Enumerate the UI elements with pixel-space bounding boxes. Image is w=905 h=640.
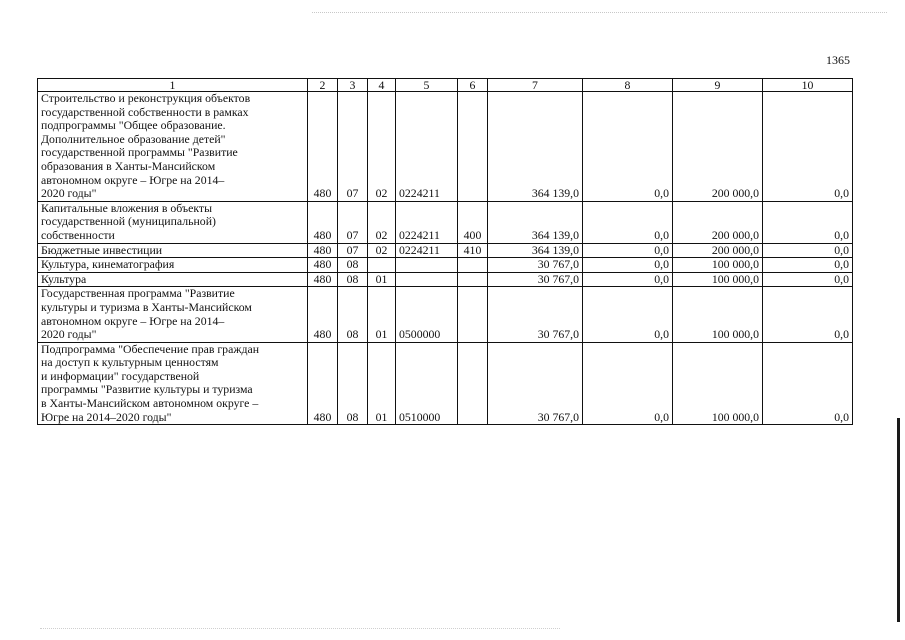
cell-code: 480 — [308, 92, 338, 202]
page-number: 1365 — [826, 53, 850, 67]
cell-amount-8: 0,0 — [583, 92, 673, 202]
cell-amount-7: 364 139,0 — [488, 92, 583, 202]
cell-expense-type — [458, 272, 488, 287]
cell-expense-type — [458, 92, 488, 202]
cell-subsection: 01 — [368, 272, 396, 287]
cell-amount-8: 0,0 — [583, 272, 673, 287]
cell-amount-8: 0,0 — [583, 201, 673, 243]
cell-amount-10: 0,0 — [763, 272, 853, 287]
cell-amount-9: 100 000,0 — [673, 258, 763, 273]
cell-subsection: 02 — [368, 243, 396, 258]
cell-target-article: 0224211 — [396, 243, 458, 258]
cell-section: 07 — [338, 243, 368, 258]
cell-expense-type — [458, 258, 488, 273]
cell-subsection: 01 — [368, 287, 396, 342]
table-row — [38, 287, 853, 342]
cell-amount-7: 30 767,0 — [488, 342, 583, 425]
budget-table — [37, 78, 853, 425]
table-row — [38, 201, 853, 243]
column-header: 2 — [308, 79, 338, 92]
scan-edge-shadow — [897, 418, 900, 622]
cell-section: 07 — [338, 92, 368, 202]
cell-amount-10: 0,0 — [763, 243, 853, 258]
row-name: Государственная программа "Развитие культуры и туризма в Ханты-Мансийском автономном округе – Югре на 2014– 2020 годы" — [38, 287, 308, 342]
cell-amount-10: 0,0 — [763, 258, 853, 273]
cell-target-article: 0224211 — [396, 92, 458, 202]
cell-code: 480 — [308, 272, 338, 287]
cell-amount-7: 30 767,0 — [488, 287, 583, 342]
table-row — [38, 258, 853, 273]
column-header: 4 — [368, 79, 396, 92]
cell-amount-8: 0,0 — [583, 258, 673, 273]
row-name: Строительство и реконструкция объектов государственной собственности в рамках подпрограммы "Общее образование. Дополнительное образование детей" государственной программы "Развитие образования в Ханты-Мансийском автономном округе – Югре на 2014– 2020 годы" — [38, 92, 308, 202]
row-name: Культура — [38, 272, 308, 287]
cell-amount-9: 200 000,0 — [673, 92, 763, 202]
cell-amount-9: 200 000,0 — [673, 201, 763, 243]
row-name: Культура, кинематография — [38, 258, 308, 273]
cell-amount-7: 30 767,0 — [488, 272, 583, 287]
column-header: 5 — [396, 79, 458, 92]
cell-code: 480 — [308, 258, 338, 273]
cell-target-article: 0510000 — [396, 342, 458, 425]
cell-amount-9: 100 000,0 — [673, 272, 763, 287]
cell-expense-type — [458, 342, 488, 425]
cell-amount-9: 100 000,0 — [673, 342, 763, 425]
column-header: 7 — [488, 79, 583, 92]
cell-section: 08 — [338, 342, 368, 425]
cell-section: 07 — [338, 201, 368, 243]
cell-subsection: 01 — [368, 342, 396, 425]
cell-target-article — [396, 258, 458, 273]
table-row — [38, 92, 853, 202]
cell-amount-9: 100 000,0 — [673, 287, 763, 342]
cell-amount-7: 364 139,0 — [488, 243, 583, 258]
cell-amount-10: 0,0 — [763, 201, 853, 243]
cell-expense-type — [458, 287, 488, 342]
cell-code: 480 — [308, 201, 338, 243]
cell-amount-10: 0,0 — [763, 92, 853, 202]
column-header: 8 — [583, 79, 673, 92]
cell-amount-8: 0,0 — [583, 342, 673, 425]
table-row — [38, 243, 853, 258]
scan-artifact-top — [312, 12, 887, 13]
cell-amount-7: 364 139,0 — [488, 201, 583, 243]
cell-target-article — [396, 272, 458, 287]
row-name: Подпрограмма "Обеспечение прав граждан на доступ к культурным ценностям и информации" государственой программы "Развитие культуры и туризма в Ханты-Мансийском автономном округе – Югре на 2014–2020 годы" — [38, 342, 308, 425]
column-header: 1 — [38, 79, 308, 92]
table-row — [38, 342, 853, 425]
cell-subsection — [368, 258, 396, 273]
cell-target-article: 0500000 — [396, 287, 458, 342]
cell-section: 08 — [338, 272, 368, 287]
cell-amount-8: 0,0 — [583, 243, 673, 258]
row-name: Бюджетные инвестиции — [38, 243, 308, 258]
column-header: 6 — [458, 79, 488, 92]
row-name: Капитальные вложения в объекты государственной (муниципальной) собственности — [38, 201, 308, 243]
cell-subsection: 02 — [368, 92, 396, 202]
cell-code: 480 — [308, 287, 338, 342]
column-header: 9 — [673, 79, 763, 92]
cell-amount-10: 0,0 — [763, 287, 853, 342]
cell-expense-type: 410 — [458, 243, 488, 258]
cell-expense-type: 400 — [458, 201, 488, 243]
cell-amount-8: 0,0 — [583, 287, 673, 342]
cell-section: 08 — [338, 287, 368, 342]
cell-amount-7: 30 767,0 — [488, 258, 583, 273]
cell-amount-9: 200 000,0 — [673, 243, 763, 258]
cell-subsection: 02 — [368, 201, 396, 243]
column-header: 10 — [763, 79, 853, 92]
cell-code: 480 — [308, 342, 338, 425]
cell-section: 08 — [338, 258, 368, 273]
table-row — [38, 272, 853, 287]
column-header: 3 — [338, 79, 368, 92]
scan-artifact-bottom — [40, 628, 560, 629]
column-number-row — [38, 79, 853, 92]
cell-amount-10: 0,0 — [763, 342, 853, 425]
cell-target-article: 0224211 — [396, 201, 458, 243]
cell-code: 480 — [308, 243, 338, 258]
